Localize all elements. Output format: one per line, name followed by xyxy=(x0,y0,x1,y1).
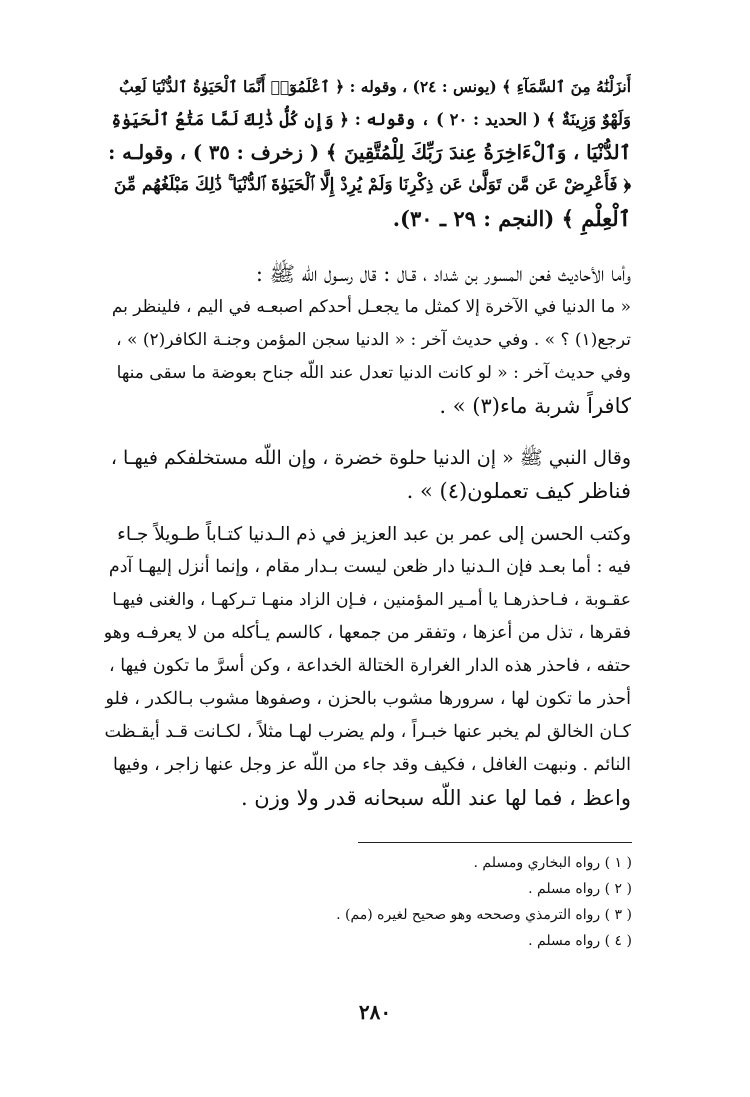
body-line: واعظ ، فما لها عند اللّه سبحانه قدر ولا وزن . xyxy=(240,786,631,810)
body-line: ﴿ فَأَعْرِضْ عَن مَّن تَوَلَّىٰ عَن ذِكْرِنَا وَلَمْ يُرِدْ إِلَّا ٱلْحَيَوٰةَ ٱلدُّنْيَا ۚ ذَٰلِكَ مَبْلَغُهُم مِّنَ xyxy=(113,175,631,195)
body-line: كـان الخالق لم يخبر عنها خبـراً ، ولم يضرب لهـا مثلاً ، لكـانت قـد أيقـظت xyxy=(104,722,631,742)
body-line: ٱلدُّنْيَا ، وَٱلْءَاخِرَةُ عِندَ رَبِّكَ لِلْمُتَّقِينَ ﴾ ( زخرف : ٣٥ ) ، وقولـه : xyxy=(108,141,631,164)
body-line: أَنزَلْنَٰهُ مِنَ ٱلسَّمَآءِ ﴾ (يونس : ٢٤) ، وقوله : ﴿ ٱعْلَمُوٓا۟ أَنَّمَا ٱلْحَيَوٰةُ ٱلدُّنْيَا لَعِبٌ xyxy=(119,77,631,96)
body-line: وقال النبي ﷺ « إن الدنيا حلوة خضرة ، وإن اللّه مستخلفكم فيهـا ، xyxy=(110,447,631,469)
hadith-paragraph xyxy=(104,258,631,423)
body-line: عقـوبة ، فـاحذرهـا يا أمـير المؤمنين ، فـإن الزاد منهـا تـركهـا ، والغنى فيهـا xyxy=(112,590,631,610)
footnote-4: ( ٤ ) رواه مسلم . xyxy=(528,933,632,949)
body-line: فقرها ، تذل من أعزها ، وتفقر من جمعها ، كالسم يـأكله من لا يعرفـه وهو xyxy=(104,623,631,643)
body-line: وأما الأحاديث فعن المسور بن شداد ، قـال : قال رسـول اللّه ﷺ : xyxy=(255,262,631,286)
body-line: فيه : أما بعـد فإن الـدنيا دار ظعن ليست بـدار مقام ، وإنما أنزل إليهـا آدم xyxy=(108,557,631,577)
body-line: حتفه ، فاحذر هذه الدار الغرارة الختالة الخداعة ، وكن أسرَّ ما تكون فيها ، xyxy=(108,656,631,676)
body-line: « ما الدنيا في الآخرة إلا كمثل ما يجعـل أحدكم اصبعـه في اليم ، فلينظر بم xyxy=(111,297,631,317)
footnote-1: ( ١ ) رواه البخاري ومسلم . xyxy=(473,855,632,871)
page-number: ٢٨٠ xyxy=(358,1000,392,1024)
body-line: النائم . ونبهت الغافل ، فكيف وقد جاء من اللّه عز وجل عنها زاجر ، وفيها xyxy=(113,755,631,775)
body-line: ٱلْعِلْمِ ﴾ (النجم : ٢٩ ـ ٣٠). xyxy=(392,206,631,231)
footnote-divider xyxy=(358,842,632,843)
prophet-saying-paragraph xyxy=(104,442,631,508)
body-line: أحذر ما تكون لها ، سرورها مشوب بالحزن ، وصفوها مشوب بـالكدر ، فلو xyxy=(105,689,631,709)
body-line: وَلَهْوٌ وَزِينَةٌ ﴾ ( الحديد : ٢٠ ) ، وقوله : ﴿ وَإِن كُلُّ ذَٰلِكَ لَمَّا مَتَٰعُ ٱلْحَيَوٰةِ xyxy=(111,110,631,129)
body-line: فناظر كيف تعملون(٤) » . xyxy=(406,479,631,503)
footnote-2: ( ٢ ) رواه مسلم . xyxy=(528,881,632,897)
footnotes xyxy=(300,850,632,954)
hasan-letter-paragraph xyxy=(104,518,631,815)
body-line: كافراً شربة ماء(٣) » . xyxy=(439,394,631,418)
body-line: وكتب الحسن إلى عمر بن عبد العزيز في ذم الـدنيا كتـاباً طـويلاً جـاء xyxy=(117,524,631,545)
body-line: ترجع(١) ؟ » . وفي حديث آخر : « الدنيا سجن المؤمن وجنـة الكافر(٢) » ، xyxy=(116,330,631,350)
footnote-3: ( ٣ ) رواه الترمذي وصححه وهو صحيح لغيره (مم) . xyxy=(336,907,632,923)
quran-quotes-paragraph xyxy=(104,70,631,235)
body-line: وفي حديث آخر : « لو كانت الدنيا تعدل عند اللّه جناح بعوضة ما سقى منها xyxy=(116,363,631,383)
